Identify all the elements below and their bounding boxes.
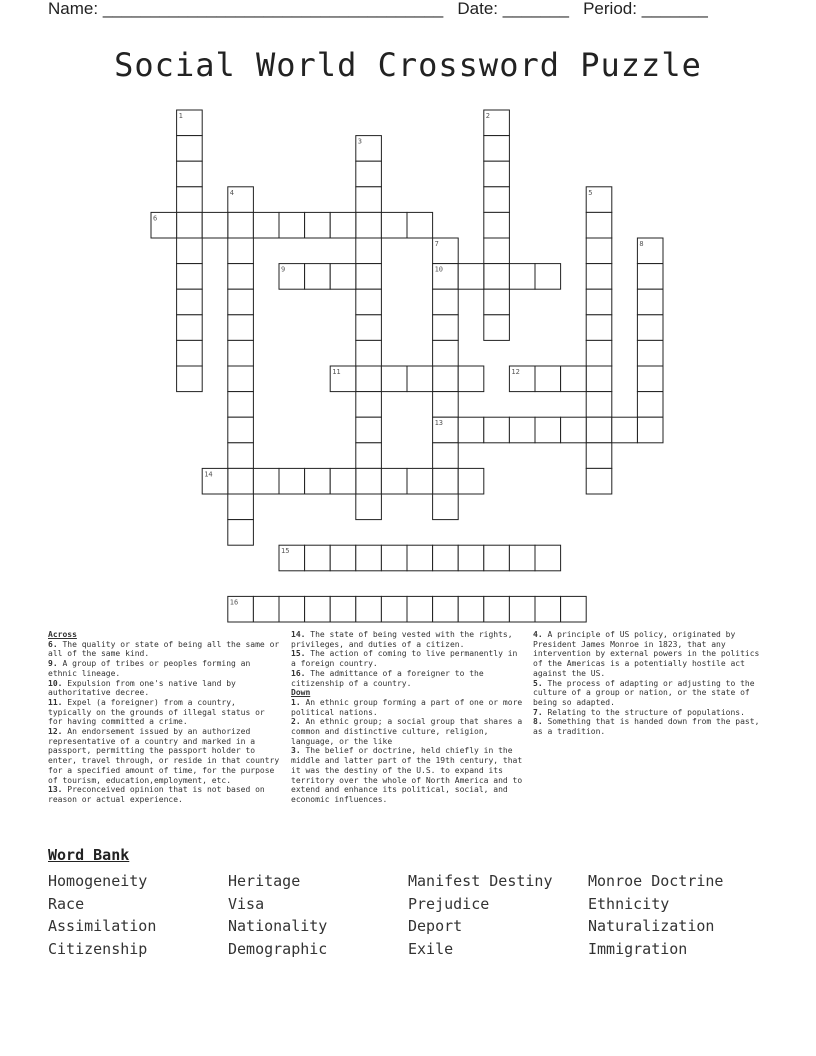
grid-cell[interactable]	[561, 596, 587, 622]
word-bank-item: Heritage	[228, 872, 301, 890]
grid-cell[interactable]	[433, 289, 459, 315]
grid-cell[interactable]	[535, 366, 561, 392]
grid-cell[interactable]	[177, 110, 203, 136]
grid-cell[interactable]	[586, 187, 612, 213]
grid-cell[interactable]	[356, 494, 382, 520]
grid-cell[interactable]	[202, 468, 228, 494]
grid-cell[interactable]	[535, 596, 561, 622]
grid-cell[interactable]	[177, 136, 203, 162]
grid-cell[interactable]	[279, 264, 305, 290]
grid-cell[interactable]	[509, 417, 535, 443]
word-bank-item: Ethnicity	[588, 894, 670, 913]
clue	[48, 659, 282, 678]
grid-cell[interactable]	[586, 264, 612, 290]
grid-number: 1	[178, 112, 183, 120]
grid-number: 9	[281, 265, 286, 274]
grid-cell[interactable]	[177, 340, 203, 366]
grid-cell[interactable]	[202, 212, 228, 238]
grid-cell[interactable]	[637, 264, 663, 290]
grid-cell[interactable]	[433, 417, 459, 443]
grid-cell[interactable]	[561, 366, 587, 392]
grid-cell[interactable]	[177, 366, 203, 392]
grid-cell[interactable]	[356, 161, 382, 187]
grid-cell[interactable]	[484, 417, 510, 443]
clue-text: The action of coming to live permanently in a foreign country.	[291, 649, 518, 669]
clue-text: An endorsement issued by an authorized representative of a country and marked in a passport, permitting the passport holder to enter, travel through, or reside in that country for a specified amount of time, for the purpose of tourism, education,employment, etc.	[48, 727, 280, 785]
date-label: Date:	[457, 0, 498, 18]
clue-number: 9.	[48, 659, 58, 669]
clues-column-3	[533, 630, 767, 737]
grid-cell[interactable]	[228, 468, 254, 494]
grid-cell[interactable]	[330, 264, 356, 290]
grid-cell[interactable]	[484, 596, 510, 622]
grid-cell[interactable]	[407, 212, 433, 238]
grid-cell[interactable]	[381, 366, 407, 392]
grid-cell[interactable]	[433, 443, 459, 469]
word-bank	[48, 870, 768, 960]
grid-cell[interactable]	[637, 289, 663, 315]
word-bank-item: Prejudice	[408, 894, 490, 913]
grid-cell[interactable]	[509, 545, 535, 571]
grid-cell[interactable]	[484, 315, 510, 341]
word-bank-item: Assimilation	[48, 917, 157, 936]
grid-cell[interactable]	[637, 417, 663, 443]
clue-text: Relating to the structure of populations.	[542, 707, 745, 717]
clue-text: A principle of US policy, originated by President James Monroe in 1823, that any intervention by external powers in the politics of the Americas is a potentially hostile act against the US.	[533, 630, 760, 678]
grid-cell[interactable]	[356, 136, 382, 162]
grid-cell[interactable]	[407, 366, 433, 392]
grid-cell[interactable]	[586, 238, 612, 264]
word-bank-item: Naturalization	[588, 917, 715, 936]
grid-cell[interactable]	[433, 596, 459, 622]
grid-cell[interactable]	[484, 136, 510, 162]
grid-cell[interactable]	[586, 468, 612, 494]
grid-cell[interactable]	[305, 468, 331, 494]
grid-cell[interactable]	[356, 596, 382, 622]
clue-number: 13.	[48, 785, 63, 795]
grid-cell[interactable]	[637, 238, 663, 264]
clue-number: 16.	[291, 668, 306, 678]
grid-number: 2	[485, 112, 491, 120]
grid-cell[interactable]	[356, 340, 382, 366]
word-bank-item: Deport	[408, 917, 463, 936]
grid-cell[interactable]	[356, 545, 382, 571]
clue	[533, 630, 767, 679]
grid-cell[interactable]	[228, 289, 254, 315]
grid-number: 14	[204, 470, 213, 479]
clue-text: An ethnic group forming a part of one or more political nations.	[291, 697, 523, 717]
grid-number: 5	[588, 188, 593, 197]
clue-number: 10.	[48, 678, 63, 688]
grid-cell[interactable]	[484, 264, 510, 290]
grid-cell[interactable]	[356, 417, 382, 443]
grid-cell[interactable]	[484, 545, 510, 571]
grid-cell[interactable]	[535, 417, 561, 443]
grid-cell[interactable]	[177, 315, 203, 341]
grid-cell[interactable]	[433, 468, 459, 494]
grid-cell[interactable]	[228, 596, 254, 622]
grid-cell[interactable]	[279, 468, 305, 494]
grid-cell[interactable]	[484, 161, 510, 187]
name-label: Name:	[48, 0, 99, 18]
grid-cell[interactable]	[586, 443, 612, 469]
clue-number: 2.	[291, 717, 301, 727]
grid-cell[interactable]	[458, 264, 484, 290]
grid-cell[interactable]	[637, 392, 663, 418]
grid-cell[interactable]	[407, 545, 433, 571]
grid-cell[interactable]	[586, 392, 612, 418]
grid-cell[interactable]	[177, 238, 203, 264]
grid-cell[interactable]	[228, 238, 254, 264]
grid-cell[interactable]	[407, 596, 433, 622]
grid-cell[interactable]	[535, 264, 561, 290]
word-bank-item: Nationality	[228, 917, 328, 936]
clue-number: 11.	[48, 697, 63, 707]
clue-number: 3.	[291, 746, 301, 756]
grid-cell[interactable]	[586, 315, 612, 341]
grid-number: 10	[434, 265, 444, 274]
grid-cell[interactable]	[228, 520, 254, 546]
grid-cell[interactable]	[330, 212, 356, 238]
grid-cell[interactable]	[433, 392, 459, 418]
grid-cell[interactable]	[484, 238, 510, 264]
word-bank-item: Citizenship	[48, 939, 148, 958]
clue-number: 7.	[533, 707, 543, 717]
page-title: Social World Crossword Puzzle	[114, 46, 702, 84]
grid-cell[interactable]	[509, 264, 535, 290]
grid-cell[interactable]	[484, 187, 510, 213]
clue-text: Expel (a foreigner) from a country, typically on the grounds of illegal status or for having committed a crime.	[48, 697, 265, 727]
clue-text: Expulsion from one's native land by authoritative decree.	[48, 678, 236, 698]
grid-cell[interactable]	[433, 545, 459, 571]
grid-cell[interactable]	[433, 315, 459, 341]
grid-cell[interactable]	[381, 468, 407, 494]
word-bank-title: Word Bank	[48, 846, 130, 864]
word-bank-item: Demographic	[228, 939, 328, 958]
grid-number: 8	[639, 240, 644, 248]
grid-cell[interactable]	[433, 238, 459, 264]
grid-cell[interactable]	[356, 315, 382, 341]
grid-cell[interactable]	[484, 110, 510, 136]
grid-cell[interactable]	[228, 392, 254, 418]
clue	[291, 717, 525, 746]
grid-cell[interactable]	[458, 366, 484, 392]
grid-number: 4	[229, 188, 235, 197]
grid-cell[interactable]	[279, 545, 305, 571]
grid-cell[interactable]	[228, 315, 254, 341]
grid-cell[interactable]	[484, 289, 510, 315]
grid-number: 15	[281, 547, 290, 556]
grid-cell[interactable]	[228, 264, 254, 290]
clue	[533, 708, 767, 718]
grid-cell[interactable]	[356, 187, 382, 213]
grid-cell[interactable]	[458, 468, 484, 494]
grid-cell[interactable]	[253, 596, 279, 622]
grid-cell[interactable]	[177, 264, 203, 290]
grid-cell[interactable]	[458, 417, 484, 443]
grid-cell[interactable]	[305, 596, 331, 622]
clue-text: The state of being vested with the rights, privileges, and duties of a citizen.	[291, 630, 513, 649]
grid-cell[interactable]	[612, 417, 638, 443]
grid-cell[interactable]	[561, 417, 587, 443]
clue-heading: Down	[291, 688, 311, 698]
grid-number: 3	[357, 137, 363, 146]
grid-cell[interactable]	[433, 366, 459, 392]
grid-cell[interactable]	[356, 366, 382, 392]
clues-column-2	[291, 630, 525, 805]
grid-cell[interactable]	[177, 289, 203, 315]
grid-cell[interactable]	[433, 264, 459, 290]
clue-text: A group of tribes or peoples forming an ethnic lineage.	[48, 659, 251, 678]
grid-cell[interactable]	[356, 264, 382, 290]
period-label: Period:	[583, 0, 637, 18]
clue	[291, 698, 525, 717]
grid-number: 11	[332, 368, 341, 376]
word-bank-item: Manifest Destiny	[408, 872, 553, 890]
clue-number: 15.	[291, 649, 306, 659]
clue-heading: Across	[48, 630, 77, 639]
grid-cell[interactable]	[228, 366, 254, 392]
grid-cell[interactable]	[356, 289, 382, 315]
grid-cell[interactable]	[433, 340, 459, 366]
clue-text: Preconceived opinion that is not based on reason or actual experience.	[48, 785, 265, 804]
grid-cell[interactable]	[637, 366, 663, 392]
clue-number: 6.	[48, 639, 58, 649]
grid-cell[interactable]	[637, 315, 663, 341]
grid-cell[interactable]	[177, 212, 203, 238]
grid-cell[interactable]	[253, 212, 279, 238]
clue	[291, 649, 525, 668]
grid-cell[interactable]	[433, 494, 459, 520]
clue-text: The process of adapting or adjusting to the culture of a group or nation, or the state of being so adapted.	[533, 678, 755, 707]
word-bank-item: Visa	[228, 894, 265, 913]
header	[48, 0, 708, 18]
clue	[48, 679, 282, 698]
grid-cell[interactable]	[356, 468, 382, 494]
clue	[291, 746, 525, 804]
grid-cell[interactable]	[484, 212, 510, 238]
grid-cell[interactable]	[253, 468, 279, 494]
grid-cell[interactable]	[279, 212, 305, 238]
clue	[533, 679, 767, 708]
grid-cell[interactable]	[177, 187, 203, 213]
grid-cell[interactable]	[381, 596, 407, 622]
clue	[48, 785, 282, 804]
clue-number: 1.	[291, 697, 301, 707]
grid-cell[interactable]	[586, 366, 612, 392]
grid-cell[interactable]	[509, 596, 535, 622]
grid-cell[interactable]	[356, 212, 382, 238]
grid-cell[interactable]	[305, 212, 331, 238]
grid-cell[interactable]	[330, 545, 356, 571]
grid-cell[interactable]	[637, 340, 663, 366]
clue-text: The quality or state of being all the same or all of the same kind.	[48, 639, 280, 659]
grid-cell[interactable]	[586, 417, 612, 443]
clue	[48, 698, 282, 727]
grid-cell[interactable]	[407, 468, 433, 494]
grid-cell[interactable]	[279, 596, 305, 622]
grid-cell[interactable]	[305, 264, 331, 290]
name-line[interactable]: ____________________________________	[102, 0, 444, 18]
date-line[interactable]: _______	[502, 0, 569, 18]
grid-cell[interactable]	[586, 340, 612, 366]
grid-cell[interactable]	[228, 443, 254, 469]
grid-number: 6	[153, 214, 158, 223]
clue	[48, 727, 282, 785]
grid-cell[interactable]	[458, 545, 484, 571]
clue-number: 5.	[533, 678, 543, 688]
grid-cell[interactable]	[177, 161, 203, 187]
grid-cell[interactable]	[381, 212, 407, 238]
clue-number: 4.	[533, 630, 543, 639]
grid-cell[interactable]	[381, 545, 407, 571]
grid-cell[interactable]	[458, 596, 484, 622]
grid-number: 13	[434, 419, 444, 428]
grid-cell[interactable]	[228, 417, 254, 443]
clue-text: The belief or doctrine, held chiefly in the middle and latter part of the 19th century, that it was the destiny of the U.S. to expand its territory over the whole of North America and to extend and enhance its political, social, and economic influences.	[291, 746, 523, 804]
clue-number: 8.	[533, 717, 543, 727]
period-line[interactable]: _______	[641, 0, 708, 18]
grid-cell[interactable]	[228, 212, 254, 238]
grid-number: 7	[434, 240, 439, 248]
grid-cell[interactable]	[356, 238, 382, 264]
clue-text: Something that is handed down from the past, as a tradition.	[533, 717, 760, 737]
grid-cell[interactable]	[535, 545, 561, 571]
clue	[533, 717, 767, 736]
word-bank-item: Exile	[408, 939, 454, 958]
grid-cell[interactable]	[356, 443, 382, 469]
clues-column-1	[48, 630, 282, 805]
clue-text: An ethnic group; a social group that shares a common and distinctive culture, religion, language, or the like	[291, 717, 523, 746]
clue	[48, 640, 282, 659]
grid-cell[interactable]	[228, 340, 254, 366]
grid-cell[interactable]	[509, 366, 535, 392]
clue-text: The admittance of a foreigner to the citizenship of a country.	[291, 668, 484, 688]
grid-number: 16	[229, 598, 239, 607]
clue-number: 12.	[48, 727, 63, 737]
grid-cell[interactable]	[356, 392, 382, 418]
grid-cell[interactable]	[305, 545, 331, 571]
word-bank-item: Homogeneity	[48, 872, 148, 890]
grid-cell[interactable]	[151, 212, 177, 238]
grid-cell[interactable]	[330, 468, 356, 494]
clue	[291, 630, 525, 649]
grid-cell[interactable]	[330, 366, 356, 392]
grid-cell[interactable]	[586, 289, 612, 315]
grid-cell[interactable]	[586, 212, 612, 238]
word-bank-item: Race	[48, 894, 85, 913]
clue	[291, 669, 525, 688]
grid-number: 12	[511, 368, 520, 376]
word-bank-item: Immigration	[588, 939, 688, 958]
word-bank-item: Monroe Doctrine	[588, 872, 724, 890]
grid-cell[interactable]	[228, 494, 254, 520]
grid-cell[interactable]	[228, 187, 254, 213]
grid-cell[interactable]	[330, 596, 356, 622]
clue-number: 14.	[291, 630, 306, 639]
